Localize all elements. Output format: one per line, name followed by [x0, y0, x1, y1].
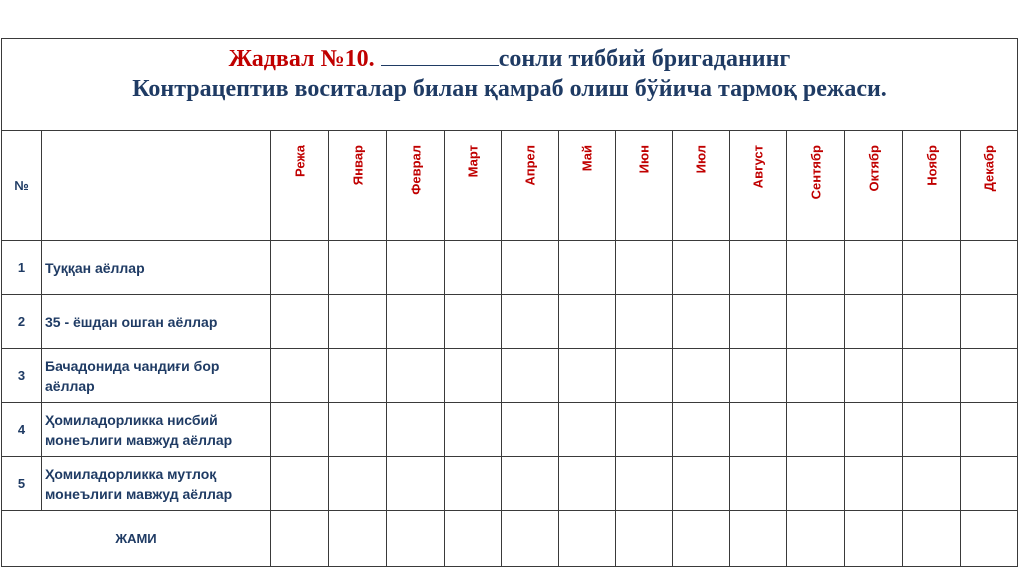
total-row	[2, 511, 1018, 567]
table-cell[interactable]	[673, 349, 730, 403]
table-cell[interactable]	[387, 403, 445, 457]
table-cell[interactable]	[559, 457, 616, 511]
table-cell[interactable]	[730, 241, 787, 295]
table-cell[interactable]	[329, 457, 387, 511]
table-cell[interactable]	[559, 403, 616, 457]
table-cell[interactable]	[961, 241, 1018, 295]
table-title	[2, 39, 1018, 131]
table-row	[2, 349, 1018, 403]
total-cell[interactable]	[673, 511, 730, 567]
table-cell[interactable]	[845, 349, 903, 403]
table-cell[interactable]	[271, 457, 329, 511]
total-cell[interactable]	[559, 511, 616, 567]
table-row	[2, 403, 1018, 457]
table-cell[interactable]	[961, 457, 1018, 511]
row-label: Ҳомиладорликка мутлоқ монеълиги мавжуд аёллар	[42, 457, 271, 511]
table-cell[interactable]	[559, 241, 616, 295]
table-cell[interactable]	[961, 349, 1018, 403]
table-cell[interactable]	[787, 295, 845, 349]
table-row	[2, 457, 1018, 511]
table-cell[interactable]	[845, 295, 903, 349]
table-cell[interactable]	[730, 403, 787, 457]
table-cell[interactable]	[616, 403, 673, 457]
title-line-1	[2, 43, 1017, 74]
column-header-7	[616, 131, 673, 241]
table-cell[interactable]	[445, 295, 502, 349]
total-cell[interactable]	[845, 511, 903, 567]
title-row	[2, 39, 1018, 131]
table-cell[interactable]	[329, 295, 387, 349]
table-cell[interactable]	[502, 403, 559, 457]
table-cell[interactable]	[903, 457, 961, 511]
column-header-12	[903, 131, 961, 241]
total-cell[interactable]	[387, 511, 445, 567]
row-label: 35 - ёшдан ошган аёллар	[42, 295, 271, 349]
table-cell[interactable]	[616, 457, 673, 511]
column-header-4	[445, 131, 502, 241]
column-header-label: Май	[579, 145, 595, 172]
total-cell[interactable]	[616, 511, 673, 567]
table-cell[interactable]	[616, 241, 673, 295]
table-cell[interactable]	[271, 349, 329, 403]
table-cell[interactable]	[559, 295, 616, 349]
table-cell[interactable]	[387, 349, 445, 403]
row-label: Туққан аёллар	[42, 241, 271, 295]
column-header-label: Январ	[350, 145, 365, 186]
column-header-label: Ноябр	[924, 145, 939, 186]
table-cell[interactable]	[387, 457, 445, 511]
table-cell[interactable]	[502, 457, 559, 511]
column-header-13	[961, 131, 1018, 241]
column-header-label: Декабр	[981, 145, 997, 192]
table-row	[2, 241, 1018, 295]
total-cell[interactable]	[329, 511, 387, 567]
column-header-label: Октябр	[866, 145, 881, 192]
total-cell[interactable]	[903, 511, 961, 567]
table-cell[interactable]	[559, 349, 616, 403]
table-cell[interactable]	[271, 295, 329, 349]
table-cell[interactable]	[730, 457, 787, 511]
table-cell[interactable]	[271, 241, 329, 295]
label-header	[42, 131, 271, 241]
contraception-plan-table	[1, 38, 1018, 567]
table-cell[interactable]	[903, 295, 961, 349]
header-row	[2, 131, 1018, 241]
table-cell[interactable]	[445, 241, 502, 295]
table-cell[interactable]	[673, 403, 730, 457]
table-cell[interactable]	[787, 403, 845, 457]
table-number-label: Жадвал №10.	[228, 46, 375, 72]
column-header-label: Феврал	[408, 145, 423, 195]
column-header-5	[502, 131, 559, 241]
table-cell[interactable]	[445, 457, 502, 511]
table-cell[interactable]	[787, 457, 845, 511]
table-cell[interactable]	[387, 295, 445, 349]
table-cell[interactable]	[961, 295, 1018, 349]
column-header-label: Июн	[636, 145, 652, 174]
column-header-label: Сентябр	[808, 145, 823, 200]
table-cell[interactable]	[961, 403, 1018, 457]
column-header-1	[271, 131, 329, 241]
table-cell[interactable]	[502, 295, 559, 349]
table-cell[interactable]	[502, 349, 559, 403]
column-header-label: Июл	[693, 145, 709, 174]
table-row	[2, 295, 1018, 349]
row-number: 4	[2, 403, 42, 457]
brigade-name-blank	[381, 43, 499, 66]
column-header-label: Апрел	[522, 145, 538, 186]
column-header-label: Режа	[292, 145, 307, 178]
table-cell[interactable]	[673, 295, 730, 349]
column-header-3	[387, 131, 445, 241]
total-label: ЖАМИ	[2, 511, 271, 567]
table-cell[interactable]	[787, 241, 845, 295]
number-header: №	[2, 131, 42, 241]
table-cell[interactable]	[903, 349, 961, 403]
total-cell[interactable]	[502, 511, 559, 567]
title-line-2: Контрацептив воситалар билан қамраб олиш бўйича тармоқ режаси.	[132, 76, 887, 102]
total-cell[interactable]	[730, 511, 787, 567]
table-cell[interactable]	[445, 349, 502, 403]
table-cell[interactable]	[616, 295, 673, 349]
total-cell[interactable]	[445, 511, 502, 567]
table-cell[interactable]	[845, 403, 903, 457]
table-cell[interactable]	[730, 349, 787, 403]
column-header-2	[329, 131, 387, 241]
table-cell[interactable]	[845, 457, 903, 511]
table-cell[interactable]	[329, 349, 387, 403]
total-cell[interactable]	[271, 511, 329, 567]
table-cell[interactable]	[673, 457, 730, 511]
column-header-10	[787, 131, 845, 241]
table-cell[interactable]	[903, 241, 961, 295]
table-cell[interactable]	[445, 403, 502, 457]
table-cell[interactable]	[271, 403, 329, 457]
title-line-1-text: сонли тиббий бригаданинг	[498, 46, 791, 72]
total-cell[interactable]	[787, 511, 845, 567]
table-cell[interactable]	[616, 349, 673, 403]
row-number: 2	[2, 295, 42, 349]
row-number: 3	[2, 349, 42, 403]
column-header-9	[730, 131, 787, 241]
table-cell[interactable]	[730, 295, 787, 349]
column-header-11	[845, 131, 903, 241]
column-header-6	[559, 131, 616, 241]
table-cell[interactable]	[329, 241, 387, 295]
row-number: 1	[2, 241, 42, 295]
column-header-label: Август	[750, 145, 766, 189]
table-cell[interactable]	[387, 241, 445, 295]
table-cell[interactable]	[903, 403, 961, 457]
table-cell[interactable]	[502, 241, 559, 295]
column-header-label: Март	[465, 145, 481, 178]
table-cell[interactable]	[787, 349, 845, 403]
column-header-8	[673, 131, 730, 241]
row-number: 5	[2, 457, 42, 511]
table-cell[interactable]	[845, 241, 903, 295]
row-label: Бачадонида чандиғи бор аёллар	[42, 349, 271, 403]
table-cell[interactable]	[329, 403, 387, 457]
table-cell[interactable]	[673, 241, 730, 295]
total-cell[interactable]	[961, 511, 1018, 567]
row-label: Ҳомиладорликка нисбий монеълиги мавжуд аёллар	[42, 403, 271, 457]
